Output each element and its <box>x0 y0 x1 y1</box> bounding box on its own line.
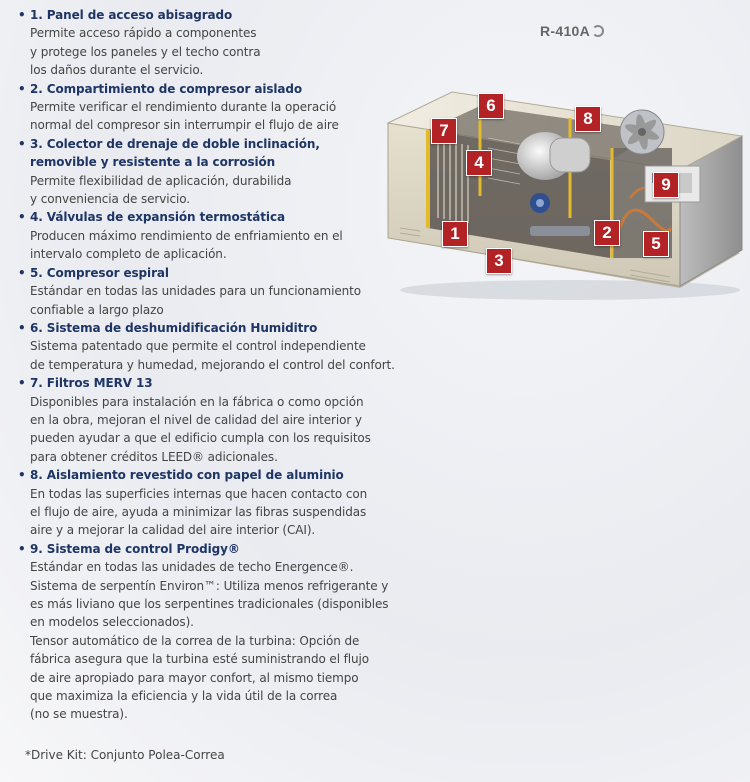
feature-list <box>18 6 418 724</box>
callout-badge: 3 <box>486 248 512 274</box>
feature-description: Sistema patentado que permite el control independiente de temperatura y humedad, mejorando el control del confort. <box>30 339 395 372</box>
feature-title: • 7. Filtros MERV 13 <box>18 376 153 391</box>
swoosh-icon <box>592 25 604 37</box>
rooftop-unit-cutaway <box>380 78 748 303</box>
callout-badge: 1 <box>442 221 468 247</box>
feature-title: • 4. Válvulas de expansión termostática <box>18 210 285 225</box>
feature-item <box>18 264 418 319</box>
feature-title: • 8. Aislamiento revestido con papel de aluminio <box>18 468 344 483</box>
feature-item <box>18 6 418 80</box>
footnote: *Drive Kit: Conjunto Polea-Correa <box>25 748 225 762</box>
feature-title: • 2. Compartimiento de compresor aislado <box>18 81 303 96</box>
feature-description: Estándar en todas las unidades de techo Energence®. Sistema de serpentín Environ™: Utiliza menos refrigerante y es más liviano que los serpentines tradicionales (disponibles en modelos seleccionados). Tensor automático de la correa de la turbina: Opción de fábrica asegura que la turbina esté suministrando el flujo de aire apropiado para mayor confort, al mismo tiempo que maximiza la eficiencia y la vida útil de la correa (no se muestra). <box>30 560 389 722</box>
feature-title: • 9. Sistema de control Prodigy® <box>18 541 240 556</box>
feature-description: Disponibles para instalación en la fábrica o como opción en la obra, mejoran el nivel de calidad del aire interior y pueden ayudar a que el edificio cumpla con los requisitos para obtener créditos LEED® adicionales. <box>30 394 371 464</box>
feature-description: Permite verificar el rendimiento durante la operació normal del compresor sin interrumpir el flujo de aire <box>30 100 339 133</box>
feature-description: En todas las superficies internas que hacen contacto con el flujo de aire, ayuda a minimizar las fibras suspendidas aire y a mejorar la calidad del aire interior (CAI). <box>30 486 368 538</box>
feature-title: • 5. Compresor espiral <box>18 265 169 280</box>
feature-description: Estándar en todas las unidades para un funcionamiento confiable a largo plazo <box>30 284 361 317</box>
feature-description: Permite acceso rápido a componentes y protege los paneles y el techo contra los daños durante el servicio. <box>30 26 261 78</box>
callout-badge: 5 <box>643 231 669 257</box>
callout-badge: 2 <box>594 220 620 246</box>
callout-badge: 6 <box>478 93 504 119</box>
callout-badge: 8 <box>575 106 601 132</box>
rooftop-unit-illustration <box>380 78 748 303</box>
feature-description: Producen máximo rendimiento de enfriamiento en el intervalo completo de aplicación. <box>30 228 343 262</box>
feature-description: Permite flexibilidad de aplicación, durabilida y conveniencia de servicio. <box>30 173 292 207</box>
feature-item <box>18 319 418 374</box>
feature-item <box>18 208 418 263</box>
refrigerant-badge: R-410A <box>540 23 604 39</box>
callout-badge: 7 <box>431 118 457 144</box>
callout-badge: 4 <box>466 150 492 176</box>
feature-title: • 1. Panel de acceso abisagrado <box>18 8 233 22</box>
callout-badge: 9 <box>653 172 679 198</box>
feature-item <box>18 374 418 466</box>
feature-title: • 6. Sistema de deshumidificación Humiditro <box>18 320 318 335</box>
feature-item <box>18 540 418 724</box>
feature-item <box>18 80 418 135</box>
feature-item <box>18 135 418 209</box>
feature-item <box>18 466 418 540</box>
feature-title: • 3. Colector de drenaje de doble inclinación, removible y resistente a la corrosión <box>18 136 320 170</box>
